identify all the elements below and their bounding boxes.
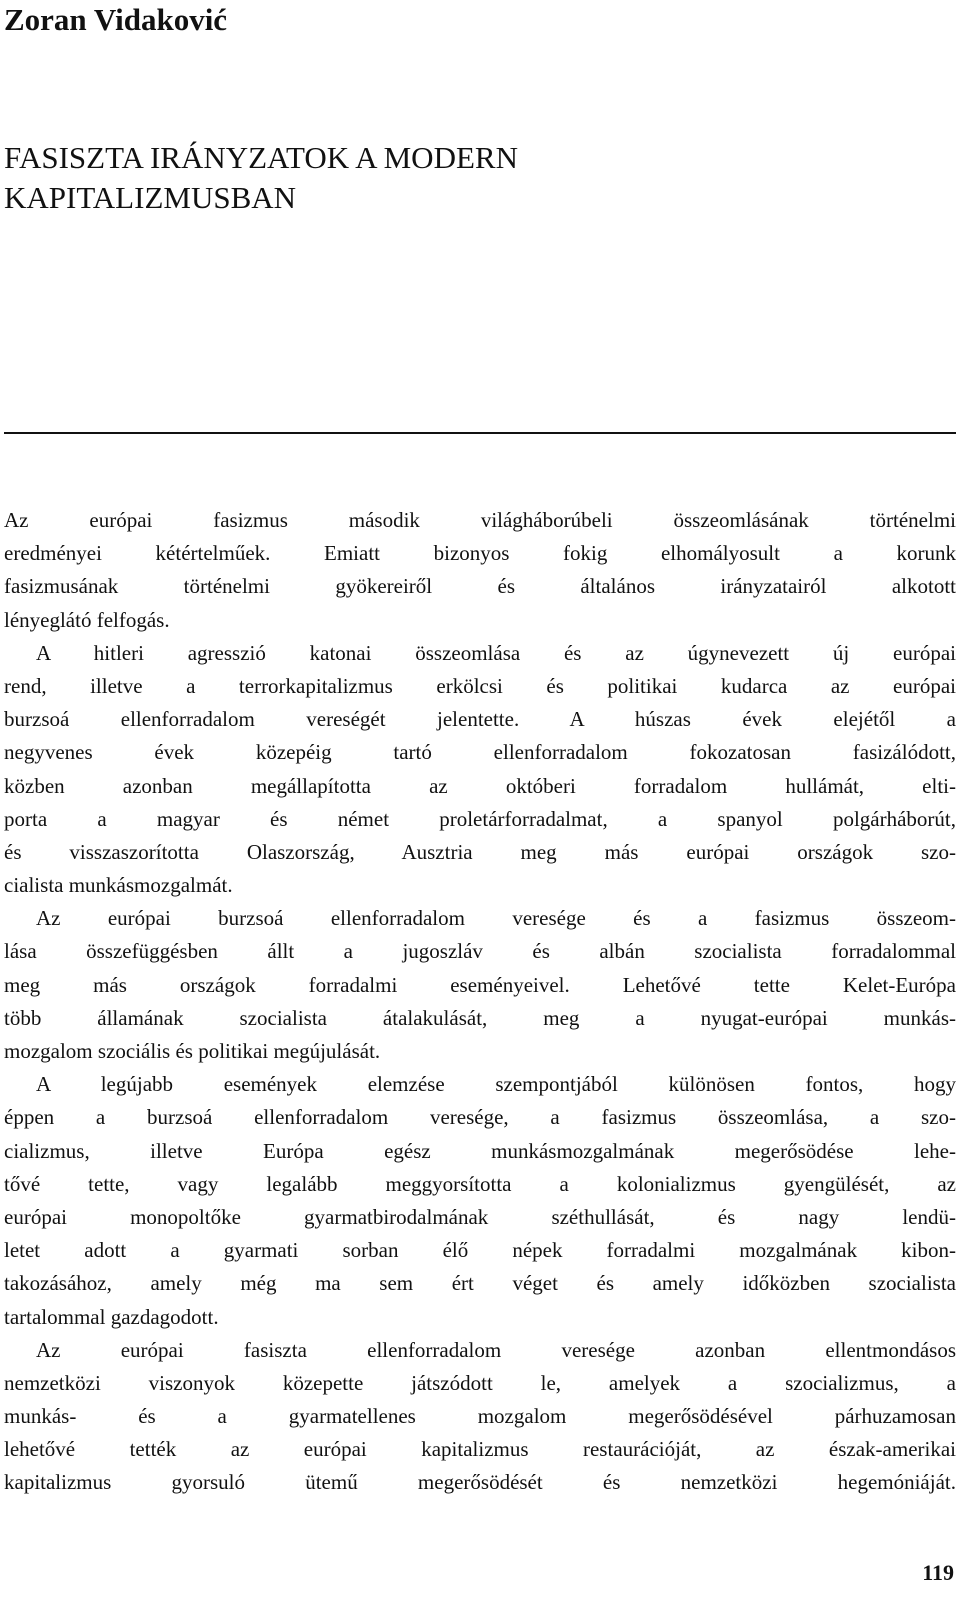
text-line: negyvenes évek közepéig tartó ellenforradalom fokozatosan fasizálódott,: [4, 740, 956, 765]
text-line: kapitalizmus gyorsuló ütemű megerősödését és nemzetközi hegemóniáját.: [4, 1470, 956, 1495]
text-line: meg más országok forradalmi eseményeivel. Lehetővé tette Kelet-Európa: [4, 972, 956, 997]
text-line: cializmus, illetve Európa egész munkásmozgalmának megerősödése lehe-: [4, 1138, 956, 1163]
text-line: A hitleri agresszió katonai összeomlása és az úgynevezett új európai: [36, 640, 956, 665]
horizontal-rule: [4, 432, 956, 434]
text-line: lényeglátó felfogás.: [4, 607, 170, 632]
text-line: A legújabb események elemzése szempontjából különösen fontos, hogy: [36, 1072, 956, 1097]
page-number: 119: [922, 1560, 954, 1585]
text-line: lása összefüggésben állt a jugoszláv és albán szocialista forradalommal: [4, 939, 956, 964]
text-line: európai monopoltőke gyarmatbirodalmának széthullását, és nagy lendü-: [4, 1204, 956, 1229]
article-title-line: FASISZTA IRÁNYZATOK A MODERN: [4, 140, 518, 175]
body-text: [4, 504, 956, 1500]
text-line: több államának szocialista átalakulását, meg a nyugat-európai munkás-: [4, 1005, 956, 1030]
author-name: Zoran Vidaković: [4, 2, 228, 37]
text-line: lehetővé tették az európai kapitalizmus restaurációját, az észak-amerikai: [4, 1437, 956, 1462]
text-line: munkás- és a gyarmatellenes mozgalom megerősödésével párhuzamosan: [4, 1404, 956, 1429]
text-line: rend, illetve a terrorkapitalizmus erkölcsi és politikai kudarca az európai: [4, 673, 956, 698]
text-line: éppen a burzsoá ellenforradalom veresége, a fasizmus összeomlása, a szo-: [4, 1105, 956, 1130]
text-line: Az európai fasiszta ellenforradalom veresége azonban ellentmondásos: [36, 1337, 956, 1362]
text-line: letet adott a gyarmati sorban élő népek forradalmi mozgalmának kibon-: [4, 1238, 956, 1263]
text-line: takozásához, amely még ma sem ért véget és amely időközben szocialista: [4, 1271, 956, 1296]
text-line: Az európai fasizmus második világháborúbeli összeomlásának történelmi: [4, 508, 956, 532]
text-line: Az európai burzsoá ellenforradalom veresége és a fasizmus összeom-: [36, 906, 956, 931]
text-line: porta a magyar és német proletárforradalmat, a spanyol polgárháborút,: [4, 806, 956, 831]
article-title-line: KAPITALIZMUSBAN: [4, 180, 297, 215]
text-line: fasizmusának történelmi gyökereiről és általános irányzatairól alkotott: [4, 574, 956, 599]
text-line: burzsoá ellenforradalom vereségét jelentette. A húszas évek elejétől a: [4, 707, 956, 732]
text-line: és visszaszorította Olaszország, Ausztria meg más európai országok szo-: [4, 839, 956, 864]
text-line: mozgalom szociális és politikai megújulását.: [4, 1039, 381, 1063]
text-line: tővé tette, vagy legalább meggyorsította a kolonializmus gyengülését, az: [4, 1171, 956, 1196]
text-line: közben azonban megállapította az októberi forradalom hullámát, elti-: [4, 773, 956, 798]
text-line: eredményei kétértelműek. Emiatt bizonyos fokig elhomályosult a korunk: [4, 541, 956, 566]
text-line: tartalommal gazdagodott.: [4, 1304, 219, 1329]
article-title: [4, 138, 904, 218]
text-line: nemzetközi viszonyok közepette játszódott le, amelyek a szocializmus, a: [4, 1370, 956, 1395]
text-line: cialista munkásmozgalmát.: [4, 873, 233, 898]
